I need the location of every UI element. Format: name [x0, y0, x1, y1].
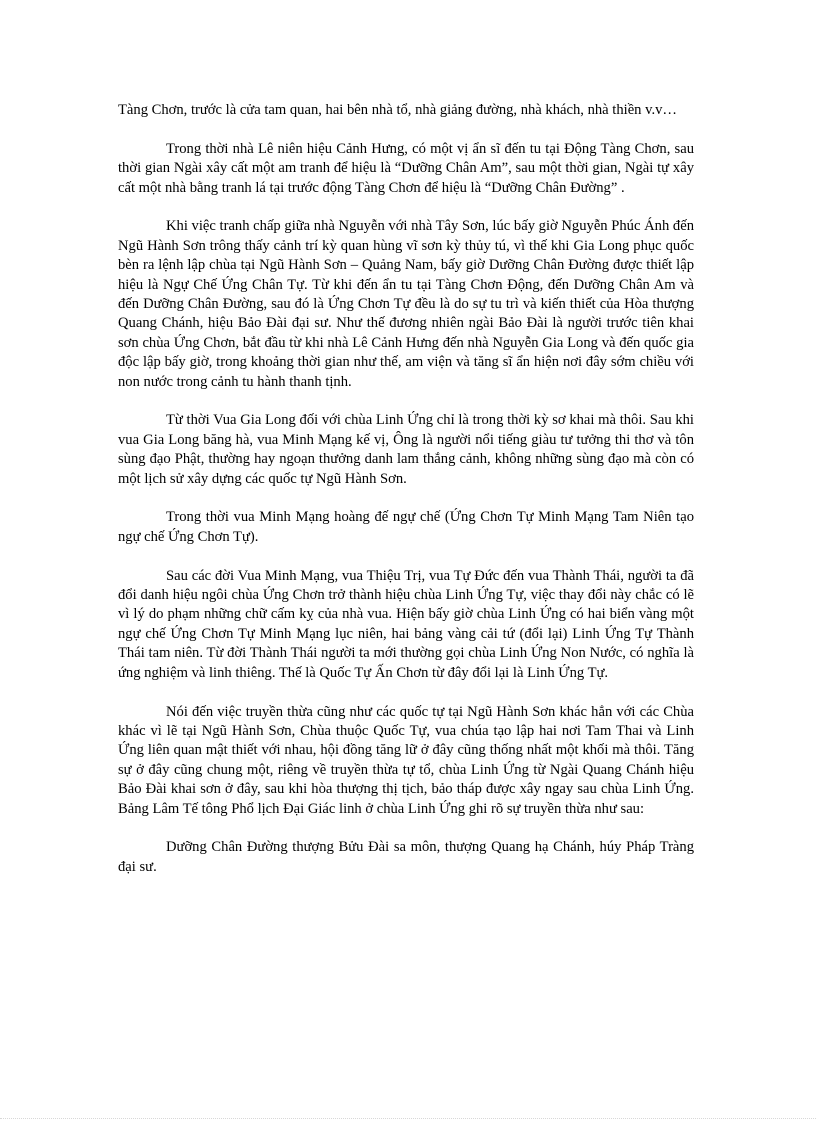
page-bottom-divider	[0, 1118, 816, 1119]
paragraph-2: Trong thời nhà Lê niên hiệu Cảnh Hưng, có một vị ẩn sĩ đến tu tại Động Tàng Chơn, sau thời gian Ngài xây cất một am tranh để hiệu là “Dưỡng Chân Am”, sau một thời gian, Ngài tự xây cất một nhà bằng tranh lá tại trước động Tàng Chơn để hiệu là “Dưỡng Chân Đường” .	[118, 140, 694, 196]
paragraph-4: Từ thời Vua Gia Long đối với chùa Linh Ứng chỉ là trong thời kỳ sơ khai mà thôi. Sau khi vua Gia Long băng hà, vua Minh Mạng kế vị, Ông là người nổi tiếng giàu tư tưởng thi thơ và tôn sùng đạo Phật, thường hay ngoạn thưởng danh lam thắng cảnh, không những sùng đạo mà còn có một lịch sử xây dựng các quốc tự Ngũ Hành Sơn.	[118, 412, 694, 487]
paragraph-6: Sau các đời Vua Minh Mạng, vua Thiệu Trị, vua Tự Đức đến vua Thành Thái, người ta đã đổi danh hiệu ngôi chùa Ứng Chơn trở thành hiệu chùa Linh Ứng Tự, việc thay đổi này chắc có lẽ vì lý do phạm những chữ cấm kỵ của nhà vua. Hiện bấy giờ chùa Linh Ứng có hai biển vàng một ngự chế Ứng Chơn Tự Minh Mạng lục niên, hai bảng vàng cải tứ (đổi lại) Linh Ứng Tự Thành Thái tam niên. Từ đời Thành Thái người ta mới thường gọi chùa Linh Ứng Non Nước, có nghĩa là ứng nghiệm và linh thiêng. Thế là Quốc Tự Ấn Chơn từ đây đổi lại là Linh Ứng Tự.	[118, 567, 694, 681]
paragraph-5: Trong thời vua Minh Mạng hoàng đế ngự chế (Ứng Chơn Tự Minh Mạng Tam Niên tạo ngự chế Ứng Chơn Tự).	[118, 509, 694, 545]
paragraph-3: Khi việc tranh chấp giữa nhà Nguyễn với nhà Tây Sơn, lúc bấy giờ Nguyễn Phúc Ánh đến Ngũ Hành Sơn trông thấy cảnh trí kỳ quan hùng vĩ sơn kỳ thủy tú, vì thế khi Gia Long phục quốc bèn ra lệnh lập chùa tại Ngũ Hành Sơn – Quảng Nam, bấy giờ Dưỡng Chân Đường được thiết lập hiệu là Ngự Chế Ứng Chân Tự. Từ khi đến ẩn tu tại Tàng Chơn Động, đến Dưỡng Chân Am và đến Dưỡng Chân Đường, sau đó là Ứng Chơn Tự đều là do sự tu trì và kiến thiết của Hòa thượng Quang Chánh, hiệu Bảo Đài đại sư. Như thế đương nhiên ngài Bảo Đài là người trước tiên khai sơn chùa Ứng Chơn, bắt đầu từ khi nhà Lê Cảnh Hưng đến nhà Nguyễn Gia Long và đến quốc gia độc lập bấy giờ, trong khoảng thời gian như thế, am viện và tăng sĩ ẩn hiện nơi đây sớm chiều với non nước trong cảnh tu hành thanh tịnh.	[118, 218, 694, 390]
paragraph-7: Nói đến việc truyền thừa cũng như các quốc tự tại Ngũ Hành Sơn khác hẳn với các Chùa khác vì lẽ tại Ngũ Hành Sơn, Chùa thuộc Quốc Tự, vua chúa tạo lập hai nơi Tam Thai và Linh Ứng liên quan mật thiết với nhau, hội đồng tăng lữ ở đây cũng thống nhất một khối mà thôi. Tăng sự ở đây cũng chung một, riêng về truyền thừa tự tổ, chùa Linh Ứng từ Ngài Quang Chánh hiệu Bảo Đài khai sơn ở đây, sau khi hòa thượng thị tịch, bảo tháp được xây ngay sau chùa Linh Ứng. Bảng Lâm Tế tông Phổ lịch Đại Giác linh ở chùa Linh Ứng ghi rõ sự truyền thừa như sau:	[118, 703, 694, 817]
paragraph-8: Dưỡng Chân Đường thượng Bửu Đài sa môn, thượng Quang hạ Chánh, húy Pháp Tràng đại sư.	[118, 839, 694, 875]
document-body	[118, 101, 694, 897]
paragraph-1: Tàng Chơn, trước là cửa tam quan, hai bên nhà tổ, nhà giảng đường, nhà khách, nhà thiền v.v…	[118, 102, 678, 118]
